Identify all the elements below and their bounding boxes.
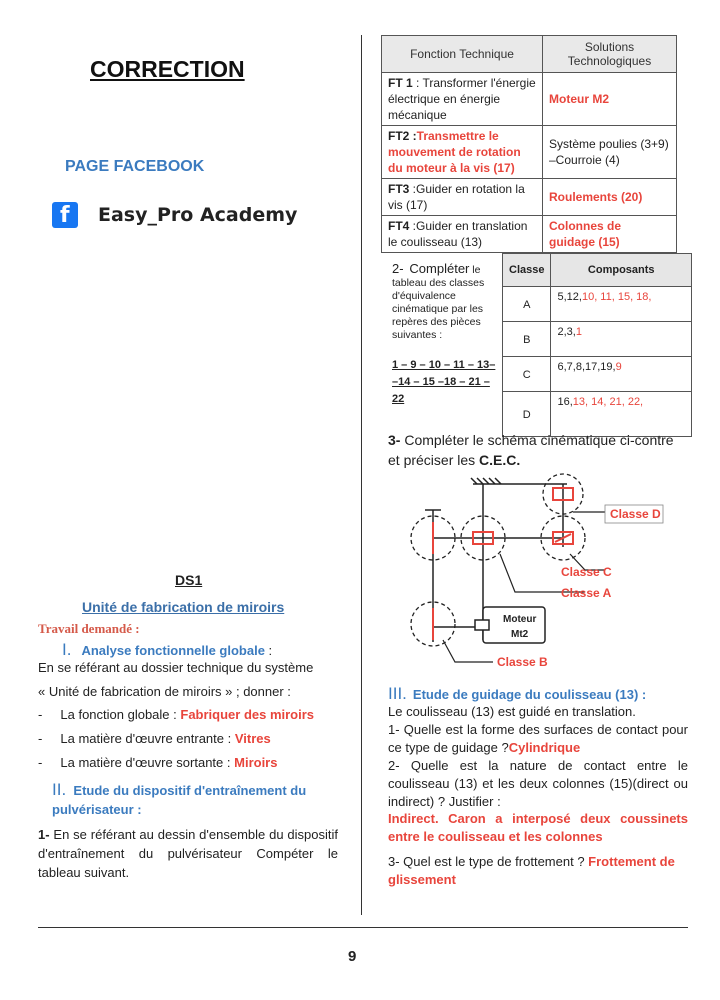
table-row: FT3 :Guider en rotation la vis (17) Roulements (20) xyxy=(382,179,677,216)
diagram-label-classe-d: Classe D xyxy=(610,507,661,521)
motor-label-2: Mt2 xyxy=(511,629,529,640)
question-1-table: 1- En se référant au dessin d'ensemble du dispositif d'entraînement du pulvérisateur Compéter le tableau suivant. xyxy=(38,827,338,880)
section-3-heading: III. Etude de guidage du coulisseau (13) : xyxy=(388,684,647,703)
section-2-heading: II. Etude du dispositif d'entraînement du pulvérisateur : xyxy=(52,780,307,817)
bullet-matiere-entrante: - La matière d'œuvre entrante : Vitres xyxy=(38,731,271,746)
question-3-text: 3- Compléter le schéma cinématique ci-contre et préciser les C.E.C. xyxy=(388,432,674,468)
footer-rule xyxy=(38,927,688,928)
table-row: C 6,7,8,17,19,9 xyxy=(503,357,692,392)
travail-demande: Travail demandé : xyxy=(38,621,140,636)
classes-table xyxy=(502,253,692,437)
facebook-page-name: Easy_Pro Academy xyxy=(98,204,298,226)
diagram-label-classe-b: Classe B xyxy=(497,655,548,669)
bullet-matiere-sortante: - La matière d'œuvre sortante : Miroirs xyxy=(38,755,278,770)
page-number: 9 xyxy=(348,948,357,965)
table-header: Composants xyxy=(551,254,692,287)
functions-table xyxy=(381,35,677,253)
kinematic-diagram xyxy=(395,472,695,677)
table-row: FT2 :Transmettre le mouvement de rotation du moteur à la vis (17) Système poulies (3+9) –Courroie (4) xyxy=(382,126,677,179)
table-row: FT4 :Guider en translation le coulisseau (13) Colonnes de guidage (15) xyxy=(382,216,677,253)
bullet-fonction-globale: - La fonction globale : Fabriquer des miroirs xyxy=(38,707,315,722)
table-row: B 2,3,1 xyxy=(503,322,692,357)
table-row: D 16,13, 14, 21, 22, xyxy=(503,392,692,437)
diagram-label-classe-a: Classe A xyxy=(561,586,612,600)
table-row: A 5,12,10, 11, 15, 18, xyxy=(503,287,692,322)
table-header: Classe xyxy=(503,254,551,287)
question-2-text: 2- Compléter le tableau des classes d'équivalence cinématique par les repères des pièces suivantes : xyxy=(392,261,485,341)
piece-numbers: 1 – 9 – 10 – 11 – 13– –14 – 15 –18 – 21 – 22 xyxy=(392,359,496,405)
column-divider xyxy=(361,35,362,915)
section-3-q1: 1- Quelle est la forme des surfaces de contact pour ce type de guidage ?Cylindrique xyxy=(388,722,688,755)
unit-title: Unité de fabrication de miroirs xyxy=(82,599,285,615)
table-header: Solutions Technologiques xyxy=(543,36,677,73)
facebook-icon: f xyxy=(52,202,78,228)
table-row: FT 1 : Transformer l'énergie électrique en énergie mécanique Moteur M2 xyxy=(382,73,677,126)
section-3-q2: 2- Quelle est la nature de contact entre le coulisseau (13) et les deux colonnes (15)(direct ou indirect) ? Justifier : xyxy=(388,758,688,809)
section-1-heading: I. Analyse fonctionnelle globale : xyxy=(62,640,273,659)
ds1-heading: DS1 xyxy=(175,572,203,588)
section-3-a2: Indirect. Caron a interposé deux coussinets entre le coulisseau et les colonnes xyxy=(388,811,688,844)
motor-label: Moteur xyxy=(503,614,537,625)
section-1-line-2: « Unité de fabrication de miroirs » ; donner : xyxy=(38,684,291,699)
section-3-intro: Le coulisseau (13) est guidé en translation. xyxy=(388,704,636,719)
section-3-q3: 3- Quel est le type de frottement ? Frottement de glissement xyxy=(388,854,675,887)
section-1-line-1: En se référant au dossier technique du système xyxy=(38,660,314,675)
diagram-label-classe-c: Classe C xyxy=(561,565,612,579)
table-header: Fonction Technique xyxy=(382,36,543,73)
correction-title: CORRECTION xyxy=(90,56,245,82)
facebook-page-label: PAGE FACEBOOK xyxy=(65,158,205,175)
